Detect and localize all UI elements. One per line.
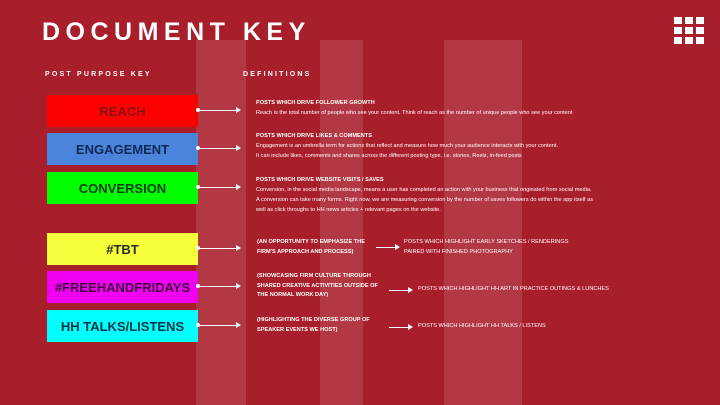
campaign-description-tbt [257, 238, 382, 257]
post-description-hh-talks [418, 322, 546, 332]
definition-heading: POSTS WHICH DRIVE WEBSITE VISITS / SAVES [256, 177, 384, 183]
key-label: CONVERSION [78, 180, 167, 196]
definition-line: A conversion can take many forms. Right now, we are measuring conversion by the number of saves followers do within the app itself as [256, 197, 594, 203]
post-description-tbt [404, 238, 568, 257]
definition-line: It can include likes, comments and shares across the different posting type, i.e. stories, Reelz, in-feed posts [256, 153, 522, 159]
key-reach [47, 95, 198, 127]
post-purpose-key-header: POST PURPOSE KEY [45, 71, 152, 78]
definition-line: Reach is the total number of people who see your content. Think of reach as the number of unique people who see your content [256, 110, 573, 116]
definition-engagement [256, 131, 656, 161]
key-tbt [47, 233, 198, 265]
page-title: DOCUMENT KEY [42, 18, 311, 46]
campaign-description-line: SPEAKER EVENTS WE HOST) [257, 326, 338, 333]
campaign-description-line: FIRM'S APPROACH AND PROCESS) [257, 248, 354, 255]
campaign-description-line: (AN OPPORTUNITY TO EMPHASIZE THE [257, 239, 365, 245]
hh-logo-icon [674, 17, 704, 43]
definition-heading: POSTS WHICH DRIVE LIKES & COMMENTS [256, 133, 372, 139]
definition-line: Conversion, in the social media landscape, means a user has completed an action with your business that originated from social media. [256, 187, 592, 193]
campaign-description-line: SHARED CREATIVE ACTIVITIES OUTSIDE OF [257, 282, 378, 289]
post-description-line: PAIRED WITH FINISHED PHOTOGRAPHY [404, 248, 513, 255]
key-engagement [47, 133, 198, 165]
key-label: HH TALKS/LISTENS [60, 318, 185, 334]
campaign-description-freehandfridays [257, 272, 382, 301]
definition-line: well as click throughs to HH news articles + relevant pages on the website. [256, 207, 441, 213]
key-freehandfridays [47, 271, 198, 303]
post-description-line: POSTS WHICH HIGHLIGHT HH ART IN PRACTICE OUTINGS & LUNCHES [418, 286, 609, 292]
key-hh-talks-listens [47, 310, 198, 342]
watermark-bar-left [196, 40, 246, 405]
watermark-bar-right [444, 40, 522, 405]
key-label: REACH [99, 103, 146, 119]
post-description-line: POSTS WHICH HIGHLIGHT EARLY SKETCHES / RENDERINGS [404, 239, 569, 245]
campaign-description-hh-talks [257, 316, 382, 335]
key-label: #TBT [106, 241, 139, 257]
campaign-description-line: (HIGHLIGHTING THE DIVERSE GROUP OF [257, 317, 370, 323]
definition-reach [256, 98, 656, 118]
definition-conversion [256, 175, 656, 215]
definition-heading: POSTS WHICH DRIVE FOLLOWER GROWTH [256, 100, 375, 106]
definition-line: Engagement is an umbrella term for actions that reflect and measure how much your audience interacts with your content. [256, 143, 558, 149]
campaign-description-line: (SHOWCASING FIRM CULTURE THROUGH [257, 273, 371, 279]
post-description-freehandfridays [418, 285, 609, 295]
key-conversion [47, 172, 198, 204]
post-description-line: POSTS WHICH HIGHLIGHT HH TALKS / LISTENS [418, 323, 546, 329]
definitions-header: DEFINITIONS [243, 71, 312, 78]
key-label: ENGAGEMENT [75, 141, 170, 157]
campaign-description-line: THE NORMAL WORK DAY) [257, 292, 329, 298]
key-label: #FREEHANDFRIDAYS [54, 279, 191, 295]
